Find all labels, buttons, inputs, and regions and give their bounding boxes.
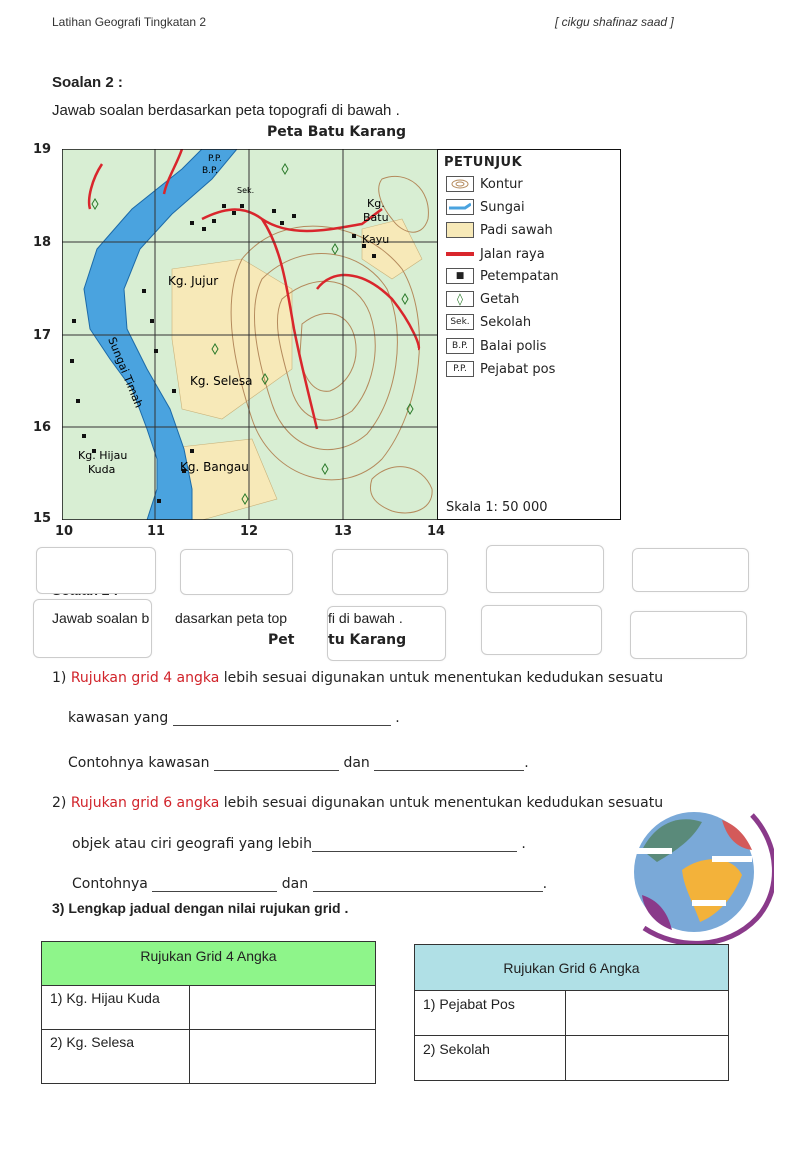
table6-row2-answer[interactable]	[566, 1036, 729, 1081]
contour-icon	[446, 176, 474, 192]
label-balai-polis: B.P.	[202, 166, 218, 176]
legend-item-kontur: Kontur	[446, 174, 523, 194]
answer-box-2[interactable]	[180, 549, 293, 595]
q2-line1: 2) Rujukan grid 6 angka lebih sesuai digunakan untuk menentukan kedudukan sesuatu	[52, 795, 664, 811]
post-office-icon: P.P.	[446, 361, 474, 377]
q3-text: 3) Lengkap jadual dengan nilai rujukan grid .	[52, 900, 349, 916]
label-kg-batu-kayu-1: Kg.	[367, 197, 385, 210]
easting-10: 10	[55, 524, 74, 539]
q2-blank-2[interactable]	[152, 877, 277, 892]
label-pejabat-pos: P.P.	[208, 154, 222, 164]
q1-line1: 1) Rujukan grid 4 angka lebih sesuai digunakan untuk menentukan kedudukan sesuatu	[52, 670, 664, 686]
road-icon	[446, 246, 474, 262]
question-intro: Jawab soalan berdasarkan peta topografi di bawah .	[52, 102, 400, 119]
easting-14: 14	[427, 524, 446, 539]
legend-title: PETUNJUK	[444, 155, 523, 170]
q1-line2: kawasan yang .	[68, 710, 400, 726]
header-left: Latihan Geografi Tingkatan 2	[52, 15, 207, 29]
label-sungai-timah: Sungai Timah	[105, 335, 146, 410]
answer-box-4[interactable]	[486, 545, 604, 593]
table-grid-6	[414, 944, 729, 1081]
label-sekolah: Sek.	[237, 186, 255, 195]
answer-box-1[interactable]	[36, 547, 156, 594]
legend-item-padi: Padi sawah	[446, 220, 553, 240]
table4-header: Rujukan Grid 4 Angka	[42, 942, 376, 986]
answer-box-3[interactable]	[332, 549, 448, 595]
overlay-intro-1: Jawab soalan b	[52, 610, 150, 626]
legend-item-pejabat-pos: P.P. Pejabat pos	[446, 359, 555, 379]
northing-16: 16	[33, 420, 52, 435]
easting-11: 11	[147, 524, 166, 539]
q1-blank-2[interactable]	[214, 756, 339, 771]
label-kg-bangau: Kg. Bangau	[180, 460, 249, 474]
map-legend	[437, 149, 621, 520]
table-grid-4	[41, 941, 376, 1084]
rubber-icon: ◊	[446, 291, 474, 307]
answer-box-6[interactable]	[33, 599, 152, 658]
northing-18: 18	[33, 235, 52, 250]
easting-12: 12	[240, 524, 259, 539]
label-kg-batu-kayu-2: Batu	[363, 211, 389, 224]
northing-17: 17	[33, 328, 52, 343]
legend-item-sekolah: Sek. Sekolah	[446, 312, 531, 332]
table6-row2-label: 2) Sekolah	[415, 1036, 566, 1081]
label-kg-hijau-kuda-2: Kuda	[88, 463, 116, 476]
legend-item-jalan: Jalan raya	[446, 244, 545, 264]
table6-header: Rujukan Grid 6 Angka	[415, 945, 729, 991]
q1-blank-3[interactable]	[374, 756, 524, 771]
map-scale: Skala 1: 50 000	[446, 500, 548, 515]
label-kg-batu-kayu-3: Kayu	[362, 233, 390, 246]
globe-icon	[622, 800, 774, 950]
label-kg-hijau-kuda-1: Kg. Hijau	[78, 449, 128, 462]
answer-box-10[interactable]	[481, 605, 602, 655]
easting-13: 13	[334, 524, 353, 539]
overlay-map-title-1: Pet	[268, 632, 295, 648]
settlement-icon: ■	[446, 268, 474, 284]
answer-box-8[interactable]	[298, 605, 326, 655]
police-icon: B.P.	[446, 338, 474, 354]
answer-box-7[interactable]	[160, 605, 174, 655]
table4-row1-label: 1) Kg. Hijau Kuda	[42, 986, 190, 1030]
table4-row2-label: 2) Kg. Selesa	[42, 1030, 190, 1084]
overlay-intro-3: fi di bawah .	[328, 610, 403, 626]
answer-box-5[interactable]	[632, 548, 749, 592]
northing-15: 15	[33, 511, 52, 526]
legend-item-balai-polis: B.P. Balai polis	[446, 336, 546, 356]
legend-item-sungai: Sungai	[446, 197, 525, 217]
table6-row1-answer[interactable]	[566, 991, 729, 1036]
table4-row1-answer[interactable]	[190, 986, 376, 1030]
paddy-icon	[446, 222, 474, 238]
q2-line2: objek atau ciri geografi yang lebih .	[72, 836, 526, 852]
table6-row1-label: 1) Pejabat Pos	[415, 991, 566, 1036]
northing-19: 19	[33, 142, 52, 157]
overlay-map-title-2: tu Karang	[328, 632, 407, 648]
label-kg-selesa: Kg. Selesa	[190, 374, 253, 388]
label-kg-jujur: Kg. Jujur	[168, 274, 219, 288]
topographic-map	[62, 149, 438, 520]
answer-box-11[interactable]	[630, 611, 747, 659]
school-icon: Sek.	[446, 314, 474, 330]
overlay-intro-2: dasarkan peta top	[175, 610, 288, 626]
question-title: Soalan 2 :	[52, 74, 123, 91]
map-title: Peta Batu Karang	[267, 124, 407, 140]
legend-item-getah: ◊ Getah	[446, 289, 519, 309]
answer-box-9[interactable]	[327, 606, 446, 661]
q2-line3: Contohnya dan .	[72, 876, 548, 892]
q1-line3: Contohnya kawasan dan .	[68, 755, 529, 771]
river-icon	[446, 199, 474, 215]
q1-blank-1[interactable]	[173, 711, 391, 726]
q2-blank-3[interactable]	[313, 877, 543, 892]
q2-blank-1[interactable]	[312, 837, 517, 852]
header-right: [ cikgu shafinaz saad ]	[555, 15, 674, 29]
legend-item-petempatan: ■ Petempatan	[446, 266, 559, 286]
table4-row2-answer[interactable]	[190, 1030, 376, 1084]
